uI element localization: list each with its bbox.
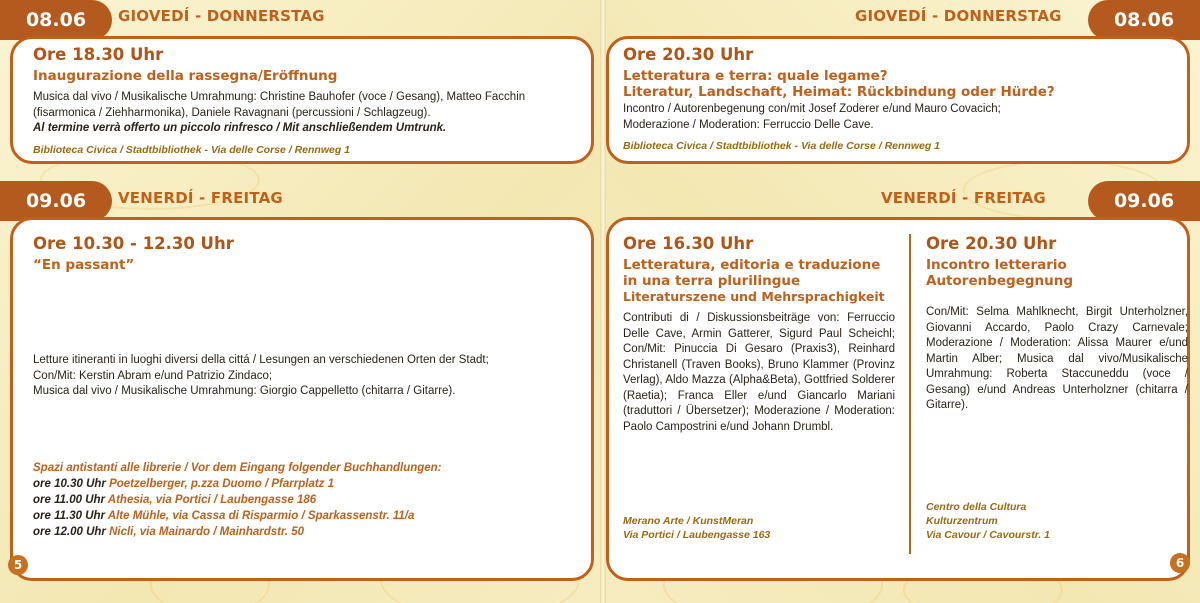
event-title: Letteratura e terra: quale legame? — [623, 68, 888, 84]
text-line: Musica dal vivo / Musikalische Umrahmung: Giorgio Cappelletto (chitarra / Gitarre). — [33, 385, 456, 397]
venue-line: Kulturzentrum — [926, 515, 998, 527]
event-title: Inaugurazione della rassegna/Eröffnung — [33, 68, 338, 84]
event-description: Con/Mit: Selma Mahlknecht, Birgit Unterholzner, Giovanni Accardo, Paolo Crazy Carnevale; Moderazione / Moderation: Alissa Maurer e/und Martin Alber; Musica dal vivo/Musikalische Umrahmung: Roberta Staccuneddu (voce / Gesang) e/und Andreas Unterholzner (chitarra / Gitarre). — [926, 306, 1188, 411]
date-badge: 08.06 — [0, 0, 112, 40]
event-venue-b — [926, 500, 1188, 542]
event-venue: Biblioteca Civica / Stadtbibliothek - Via delle Corse / Rennweg 1 — [623, 140, 941, 152]
text-line: Incontro / Autorenbegenung con/mit Josef Zoderer e/und Mauro Covacich; — [623, 103, 1001, 115]
day-heading: GIOVEDÍ - DONNERSTAG — [855, 7, 1062, 25]
bookshop-row — [33, 508, 593, 524]
event-venue: Biblioteca Civica / Stadtbibliothek - Via delle Corse / Rennweg 1 — [33, 143, 351, 156]
event-subtitle: Literaturszene und Mehrsprachigkeit — [623, 289, 885, 304]
event-venue-a — [623, 514, 895, 542]
text-line: Musica dal vivo / Musikalische Umrahmung: Christine Bauhofer (voce / Gesang), Matteo Facchin — [33, 91, 526, 103]
venue-line: Via Cavour / Cavourstr. 1 — [926, 529, 1050, 541]
event-box — [10, 36, 594, 164]
bookshop-row — [33, 476, 593, 492]
event-content — [623, 45, 1179, 153]
right-page — [603, 0, 1200, 603]
event-content — [33, 45, 581, 157]
bookshop-time: ore 11.00 Uhr — [33, 494, 106, 506]
date-badge: 08.06 — [1088, 0, 1200, 40]
text-line: Moderazione / Moderation: Ferruccio Delle Cave. — [623, 118, 874, 131]
event-time: Ore 20.30 Uhr — [926, 234, 1057, 253]
event-title: Letteratura, editoria e traduzione — [623, 257, 881, 273]
bookshop-place: Alte Mühle, via Cassa di Risparmio / Sparkassenstr. 11/a — [107, 510, 415, 522]
page-number: 6 — [1170, 553, 1190, 573]
date-badge: 09.06 — [1088, 181, 1200, 221]
bookshop-row — [33, 524, 593, 540]
text-line: (fisarmonica / Ziehharmonika), Daniele Ravagnani (percussioni / Schlagzeug). — [33, 106, 431, 119]
date-badge: 09.06 — [0, 181, 112, 221]
event-title: “En passant” — [33, 257, 135, 273]
venue-line: Centro della Cultura — [926, 501, 1027, 513]
bookshop-place: Nicli, via Mainardo / Mainhardstr. 50 — [109, 526, 304, 538]
event-description — [623, 102, 1179, 133]
event-description: Contributi di / Diskussionsbeiträge von: Ferruccio Delle Cave, Armin Gatterer, Sigurd Paul Scheichl; Con/Mit: Pinuccia Di Gesaro (Praxis3), Reinhard Christanell (Traven Books), Bruno Klammer (Provinz Verlag), Aldo Mazza (Alpha&Beta), Gottfried Solderer (Raetia); Franca Eller e/und Giancarlo Mariani (traduttori / Übersetzer); Moderazione / Moderation: Paolo Campostrini e/und Johann Drumbl. — [623, 312, 895, 433]
event-column-b — [926, 234, 1188, 414]
page-number: 5 — [8, 555, 28, 575]
event-time: Ore 18.30 Uhr — [33, 45, 164, 64]
bookshop-row — [33, 492, 593, 508]
bookshop-time: ore 11.30 Uhr — [33, 510, 106, 522]
bookshop-list — [33, 460, 593, 540]
event-content — [33, 234, 581, 273]
bookshop-intro: Spazi antistanti alle librerie / Vor dem Eingang folgender Buchhandlungen: — [33, 462, 442, 474]
day-heading: VENERDÍ - FREITAG — [118, 189, 283, 207]
venue-line: Merano Arte / KunstMeran — [623, 515, 754, 527]
bookshop-time: ore 10.30 Uhr — [33, 478, 106, 490]
bookshop-time: ore 12.00 Uhr — [33, 526, 106, 538]
event-column-a — [623, 234, 895, 435]
event-time: Ore 20.30 Uhr — [623, 45, 754, 64]
day-heading: GIOVEDÍ - DONNERSTAG — [118, 7, 325, 25]
event-note: Al termine verrà offerto un piccolo rinfresco / Mit anschließendem Umtrunk. — [33, 122, 447, 134]
event-box — [606, 36, 1190, 164]
bookshop-place: Poetzelberger, p.zza Duomo / Pfarrplatz 1 — [109, 478, 335, 490]
column-divider — [909, 234, 911, 554]
event-title: Incontro letterario — [926, 257, 1067, 273]
event-title-line2: in una terra plurilingue — [623, 273, 801, 289]
bookshop-place: Athesia, via Portici / Laubengasse 186 — [107, 494, 317, 506]
day-heading: VENERDÍ - FREITAG — [881, 189, 1046, 207]
text-line: Con/Mit: Kerstin Abram e/und Patrizio Zindaco; — [33, 369, 273, 382]
text-line: Letture itineranti in luoghi diversi della cittá / Lesungen an verschiedenen Orten der Stadt; — [33, 354, 489, 366]
event-time: Ore 16.30 Uhr — [623, 234, 754, 253]
page-fold — [600, 0, 606, 603]
event-time: Ore 10.30 - 12.30 Uhr — [33, 234, 234, 253]
event-title-de: Autorenbegegnung — [926, 273, 1074, 289]
venue-line: Via Portici / Laubengasse 163 — [623, 529, 771, 541]
event-description — [33, 90, 581, 121]
event-box — [10, 217, 594, 581]
event-title-de: Literatur, Landschaft, Heimat: Rückbindung oder Hürde? — [623, 84, 1055, 100]
event-box — [606, 217, 1190, 581]
event-description — [33, 353, 593, 400]
